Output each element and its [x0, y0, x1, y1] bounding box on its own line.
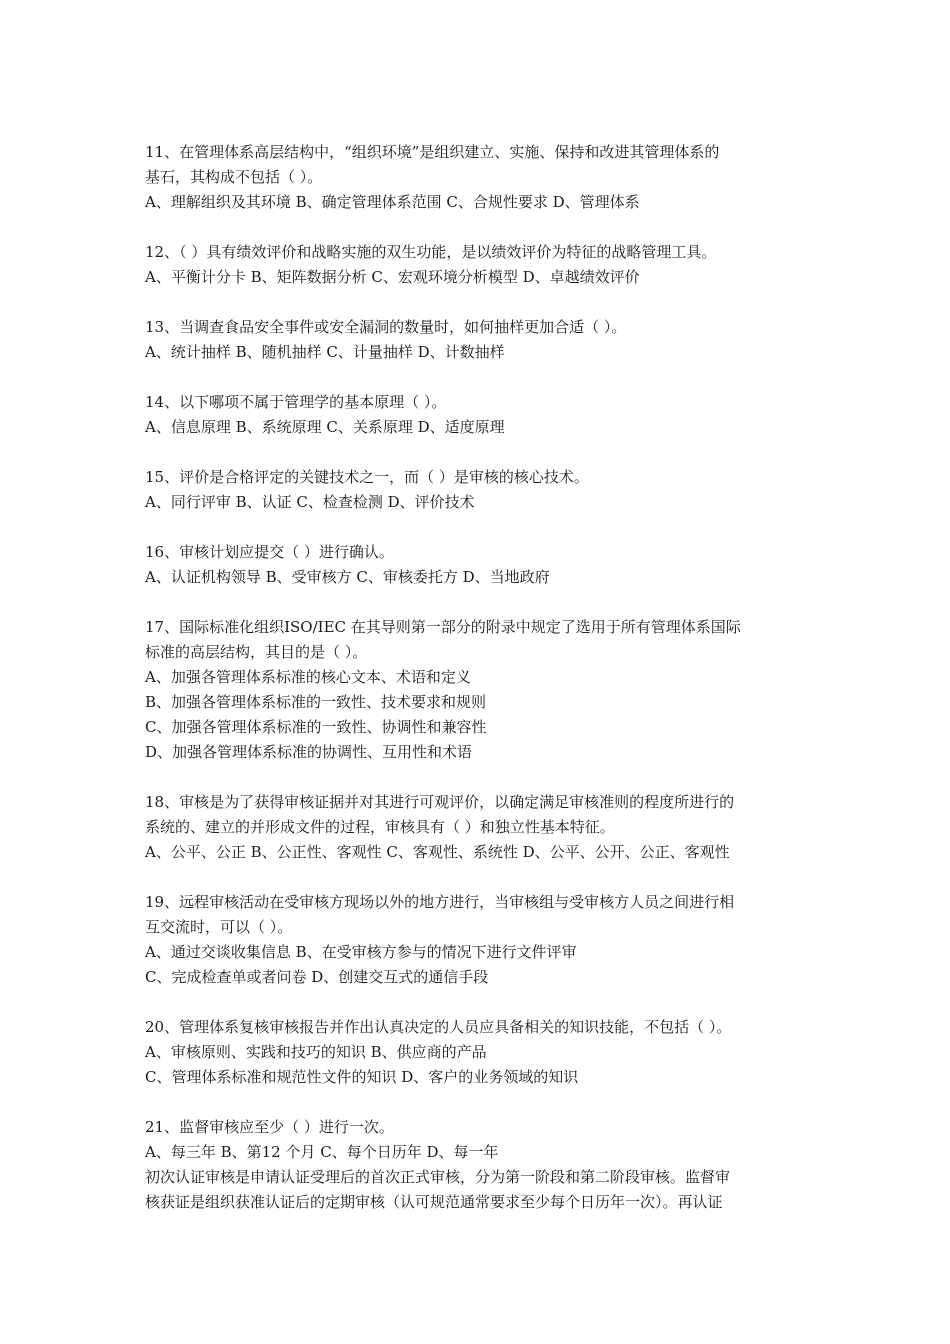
question-18	[145, 790, 805, 865]
question-stem: 系统的、建立的并形成文件的过程，审核具有（ ）和独立性基本特征。	[145, 818, 615, 836]
question-14	[145, 390, 805, 440]
question-options: A、平衡计分卡 B、矩阵数据分析 C、宏观环境分析模型 D、卓越绩效评价	[145, 268, 640, 286]
question-options: A、同行评审 B、认证 C、检查检测 D、评价技术	[145, 493, 475, 511]
question-stem: 19、远程审核活动在受审核方现场以外的地方进行，当审核组与受审核方人员之间进行相	[145, 893, 735, 911]
question-11	[145, 140, 805, 215]
question-option: B、加强各管理体系标准的一致性、技术要求和规则	[145, 693, 487, 711]
question-list	[145, 140, 805, 1215]
question-stem: 基石，其构成不包括（ ）。	[145, 168, 323, 186]
question-options: A、每三年 B、第12 个月 C、每个日历年 D、每一年	[145, 1143, 499, 1161]
question-options: A、理解组织及其环境 B、确定管理体系范围 C、合规性要求 D、管理体系	[145, 193, 640, 211]
question-stem: 标准的高层结构，其目的是（ ）。	[145, 643, 368, 661]
question-stem: 15、评价是合格评定的关键技术之一，而（ ）是审核的核心技术。	[145, 468, 589, 486]
question-17	[145, 615, 805, 765]
question-19	[145, 890, 805, 990]
question-options: C、管理体系标准和规范性文件的知识 D、客户的业务领域的知识	[145, 1068, 579, 1086]
question-stem: 18、审核是为了获得审核证据并对其进行可观评价，以确定满足审核准则的程度所进行的	[145, 793, 735, 811]
question-stem: 14、以下哪项不属于管理学的基本原理（ ）。	[145, 393, 447, 411]
question-stem: 11、在管理体系高层结构中，“组织环境”是组织建立、实施、保持和改进其管理体系的	[145, 143, 720, 161]
question-options: A、信息原理 B、系统原理 C、关系原理 D、适度原理	[145, 418, 505, 436]
question-20	[145, 1015, 805, 1090]
question-16	[145, 540, 805, 590]
question-12	[145, 240, 805, 290]
question-15	[145, 465, 805, 515]
question-options: C、完成检查单或者问卷 D、创建交互式的通信手段	[145, 968, 489, 986]
question-options: A、认证机构领导 B、受审核方 C、审核委托方 D、当地政府	[145, 568, 550, 586]
question-option: D、加强各管理体系标准的协调性、互用性和术语	[145, 743, 473, 761]
question-21	[145, 1115, 805, 1215]
question-option: C、加强各管理体系标准的一致性、协调性和兼容性	[145, 718, 487, 736]
question-options: A、审核原则、实践和技巧的知识 B、供应商的产品	[145, 1043, 487, 1061]
question-option: A、加强各管理体系标准的核心文本、术语和定义	[145, 668, 471, 686]
explanation-text: 核获证是组织获准认证后的定期审核（认可规范通常要求至少每个日历年一次）。再认证	[145, 1193, 723, 1211]
question-options: A、通过交谈收集信息 B、在受审核方参与的情况下进行文件评审	[145, 943, 577, 961]
question-stem: 16、审核计划应提交（ ）进行确认。	[145, 543, 394, 561]
question-stem: 21、监督审核应至少（ ）进行一次。	[145, 1118, 394, 1136]
question-stem: 互交流时，可以（ ）。	[145, 918, 293, 936]
question-stem: 20、管理体系复核审核报告并作出认真决定的人员应具备相关的知识技能，不包括（ ）。	[145, 1018, 732, 1036]
question-options: A、统计抽样 B、随机抽样 C、计量抽样 D、计数抽样	[145, 343, 505, 361]
question-stem: 13、当调查食品安全事件或安全漏洞的数量时，如何抽样更加合适（ ）。	[145, 318, 627, 336]
explanation-text: 初次认证审核是申请认证受理后的首次正式审核，分为第一阶段和第二阶段审核。监督审	[145, 1168, 731, 1186]
question-stem: 12、（ ）具有绩效评价和战略实施的双生功能，是以绩效评价为特征的战略管理工具。	[145, 243, 717, 261]
question-stem: 17、国际标准化组织ISO/IEC 在其导则第一部分的附录中规定了选用于所有管理体系国际	[145, 618, 741, 636]
question-options: A、公平、公正 B、公正性、客观性 C、客观性、系统性 D、公平、公开、公正、客观性	[145, 843, 730, 861]
question-13	[145, 315, 805, 365]
